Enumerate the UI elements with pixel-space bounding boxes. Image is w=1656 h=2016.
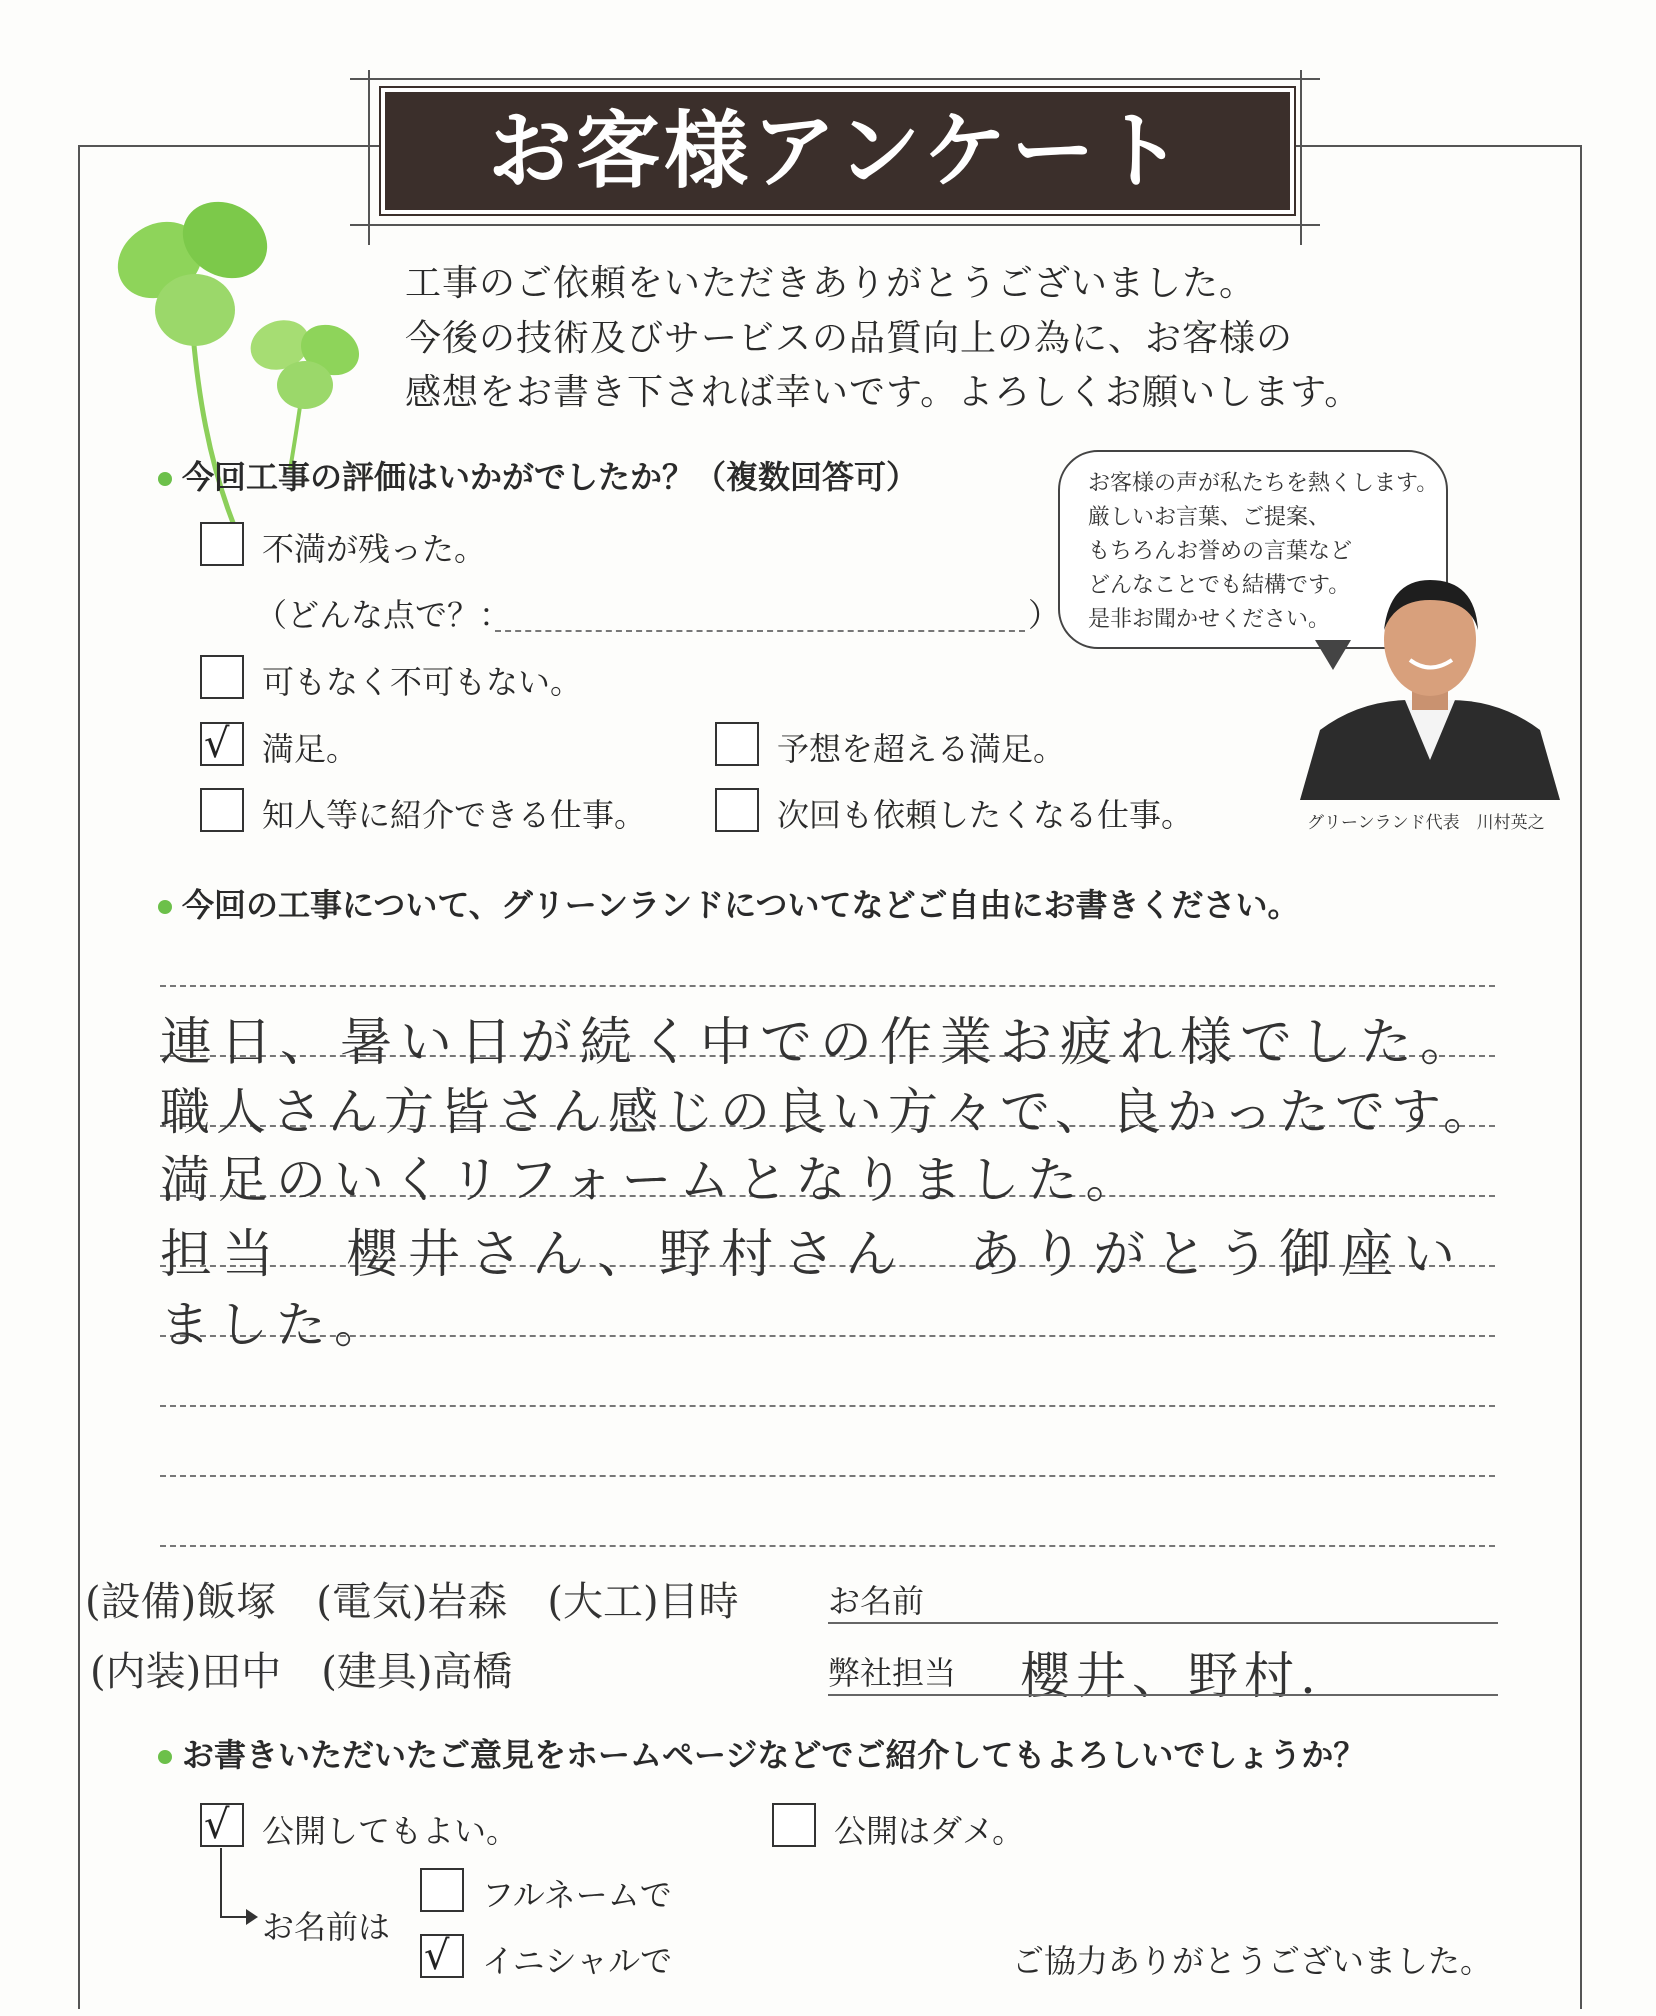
checkbox-fullname[interactable] [420,1868,464,1912]
fuman-detail-field[interactable] [495,630,1025,632]
bubble-line-1: お客様の声が私たちを熱くします。 [1088,471,1439,496]
intro-line-3: 感想をお書き下されば幸いです。よろしくお願いします。 [405,372,1362,413]
tanto-value: 櫻井、野村. [1020,1647,1322,1705]
bullet-dot-icon [158,1750,172,1764]
checkmark-icon: √ [204,721,230,767]
name-is-label: お名前は [262,1908,391,1946]
staff-line-1: (設備)飯塚 (電気)岩森 (大工)目時 [85,1579,739,1625]
tanto-field[interactable] [828,1694,1498,1696]
option-fullname-label: フルネームで [482,1876,672,1914]
bubble-line-2: 厳しいお言葉、ご提案、 [1088,505,1331,530]
name-field[interactable] [828,1622,1498,1624]
question-1-text: 今回工事の評価はいかがでしたか？（複数回答可） [182,458,919,496]
comment-rule [160,1545,1495,1547]
arrow-right-icon [246,1909,258,1925]
bubble-line-4: どんなことでも結構です。 [1088,573,1351,598]
checkbox-chijin[interactable] [200,788,244,832]
option-publish-ok-label: 公開してもよい。 [262,1812,519,1850]
staff-line-2: (内装)田中 (建具)高橋 [90,1649,513,1695]
title-rule-top [350,78,1320,80]
representative-caption: グリーンランド代表 川村英之 [1307,813,1545,833]
option-publish-ng-label: 公開はダメ。 [834,1812,1025,1850]
name-label: お名前 [828,1582,925,1620]
question-2-text: 今回の工事について、グリーンランドについてなどご自由にお書きください。 [182,886,1300,924]
option-initial-label: イニシャルで [482,1942,673,1980]
tanto-label: 弊社担当 [828,1654,957,1692]
checkbox-kamonaku[interactable] [200,655,244,699]
checkbox-yosou[interactable] [715,722,759,766]
comment-line-2: 職人さん方皆さん感じの良い方々で、良かったです。 [160,1083,1499,1141]
title-rule-left [368,70,370,245]
title-rule-right [1300,70,1302,245]
question-3-text: お書きいただいたご意見をホームページなどでご紹介してもよろしいでしょうか？ [182,1736,1366,1774]
checkmark-icon: √ [204,1802,230,1848]
bullet-dot-icon [158,900,172,914]
option-yosou-label: 予想を超える満足。 [777,730,1066,768]
question-1-label [158,452,918,498]
thanks-text: ご協力ありがとうございました。 [1012,1942,1493,1980]
comment-rule [160,1475,1495,1477]
option-jikai-label: 次回も依頼したくなる仕事。 [777,796,1194,834]
intro-line-2: 今後の技術及びサービスの品質向上の為に、お客様の [405,318,1294,359]
checkbox-jikai[interactable] [715,788,759,832]
page-title: お客様アンケート [385,92,1290,210]
question-3-label [158,1730,1365,1776]
comment-line-4: 担当 櫻井さん、野村さん ありがとう御座い [160,1225,1466,1285]
comment-line-1: 連日、暑い日が続く中での作業お疲れ様でした。 [160,1013,1481,1073]
checkmark-icon: √ [424,1933,450,1979]
checkbox-publish-ng[interactable] [772,1803,816,1847]
title-rule-bottom [350,224,1320,226]
checkbox-fuman[interactable] [200,522,244,566]
bullet-dot-icon [158,472,172,486]
bubble-line-3: もちろんお誉めの言葉など [1088,539,1353,564]
comment-line-3: 満足のいくリフォームとなりました。 [160,1151,1144,1209]
fuman-detail-close: ） [1028,596,1061,634]
option-chijin-label: 知人等に紹介できる仕事。 [262,796,647,834]
bubble-line-5: 是非お聞かせください。 [1088,607,1331,632]
arrow-line [220,1848,222,1918]
option-fuman-label: 不満が残った。 [262,530,487,568]
option-kamonaku-label: 可もなく不可もない。 [262,663,583,701]
representative-photo [1300,560,1560,800]
comment-rule [160,1405,1495,1407]
comment-rule [160,985,1495,987]
option-manzoku-label: 満足。 [262,730,359,768]
question-2-label [158,880,1299,926]
fuman-detail-label: （どんな点で？： [255,596,512,634]
comment-line-5: ました。 [160,1296,392,1354]
intro-line-1: 工事のご依頼をいただきありがとうございました。 [405,263,1257,304]
